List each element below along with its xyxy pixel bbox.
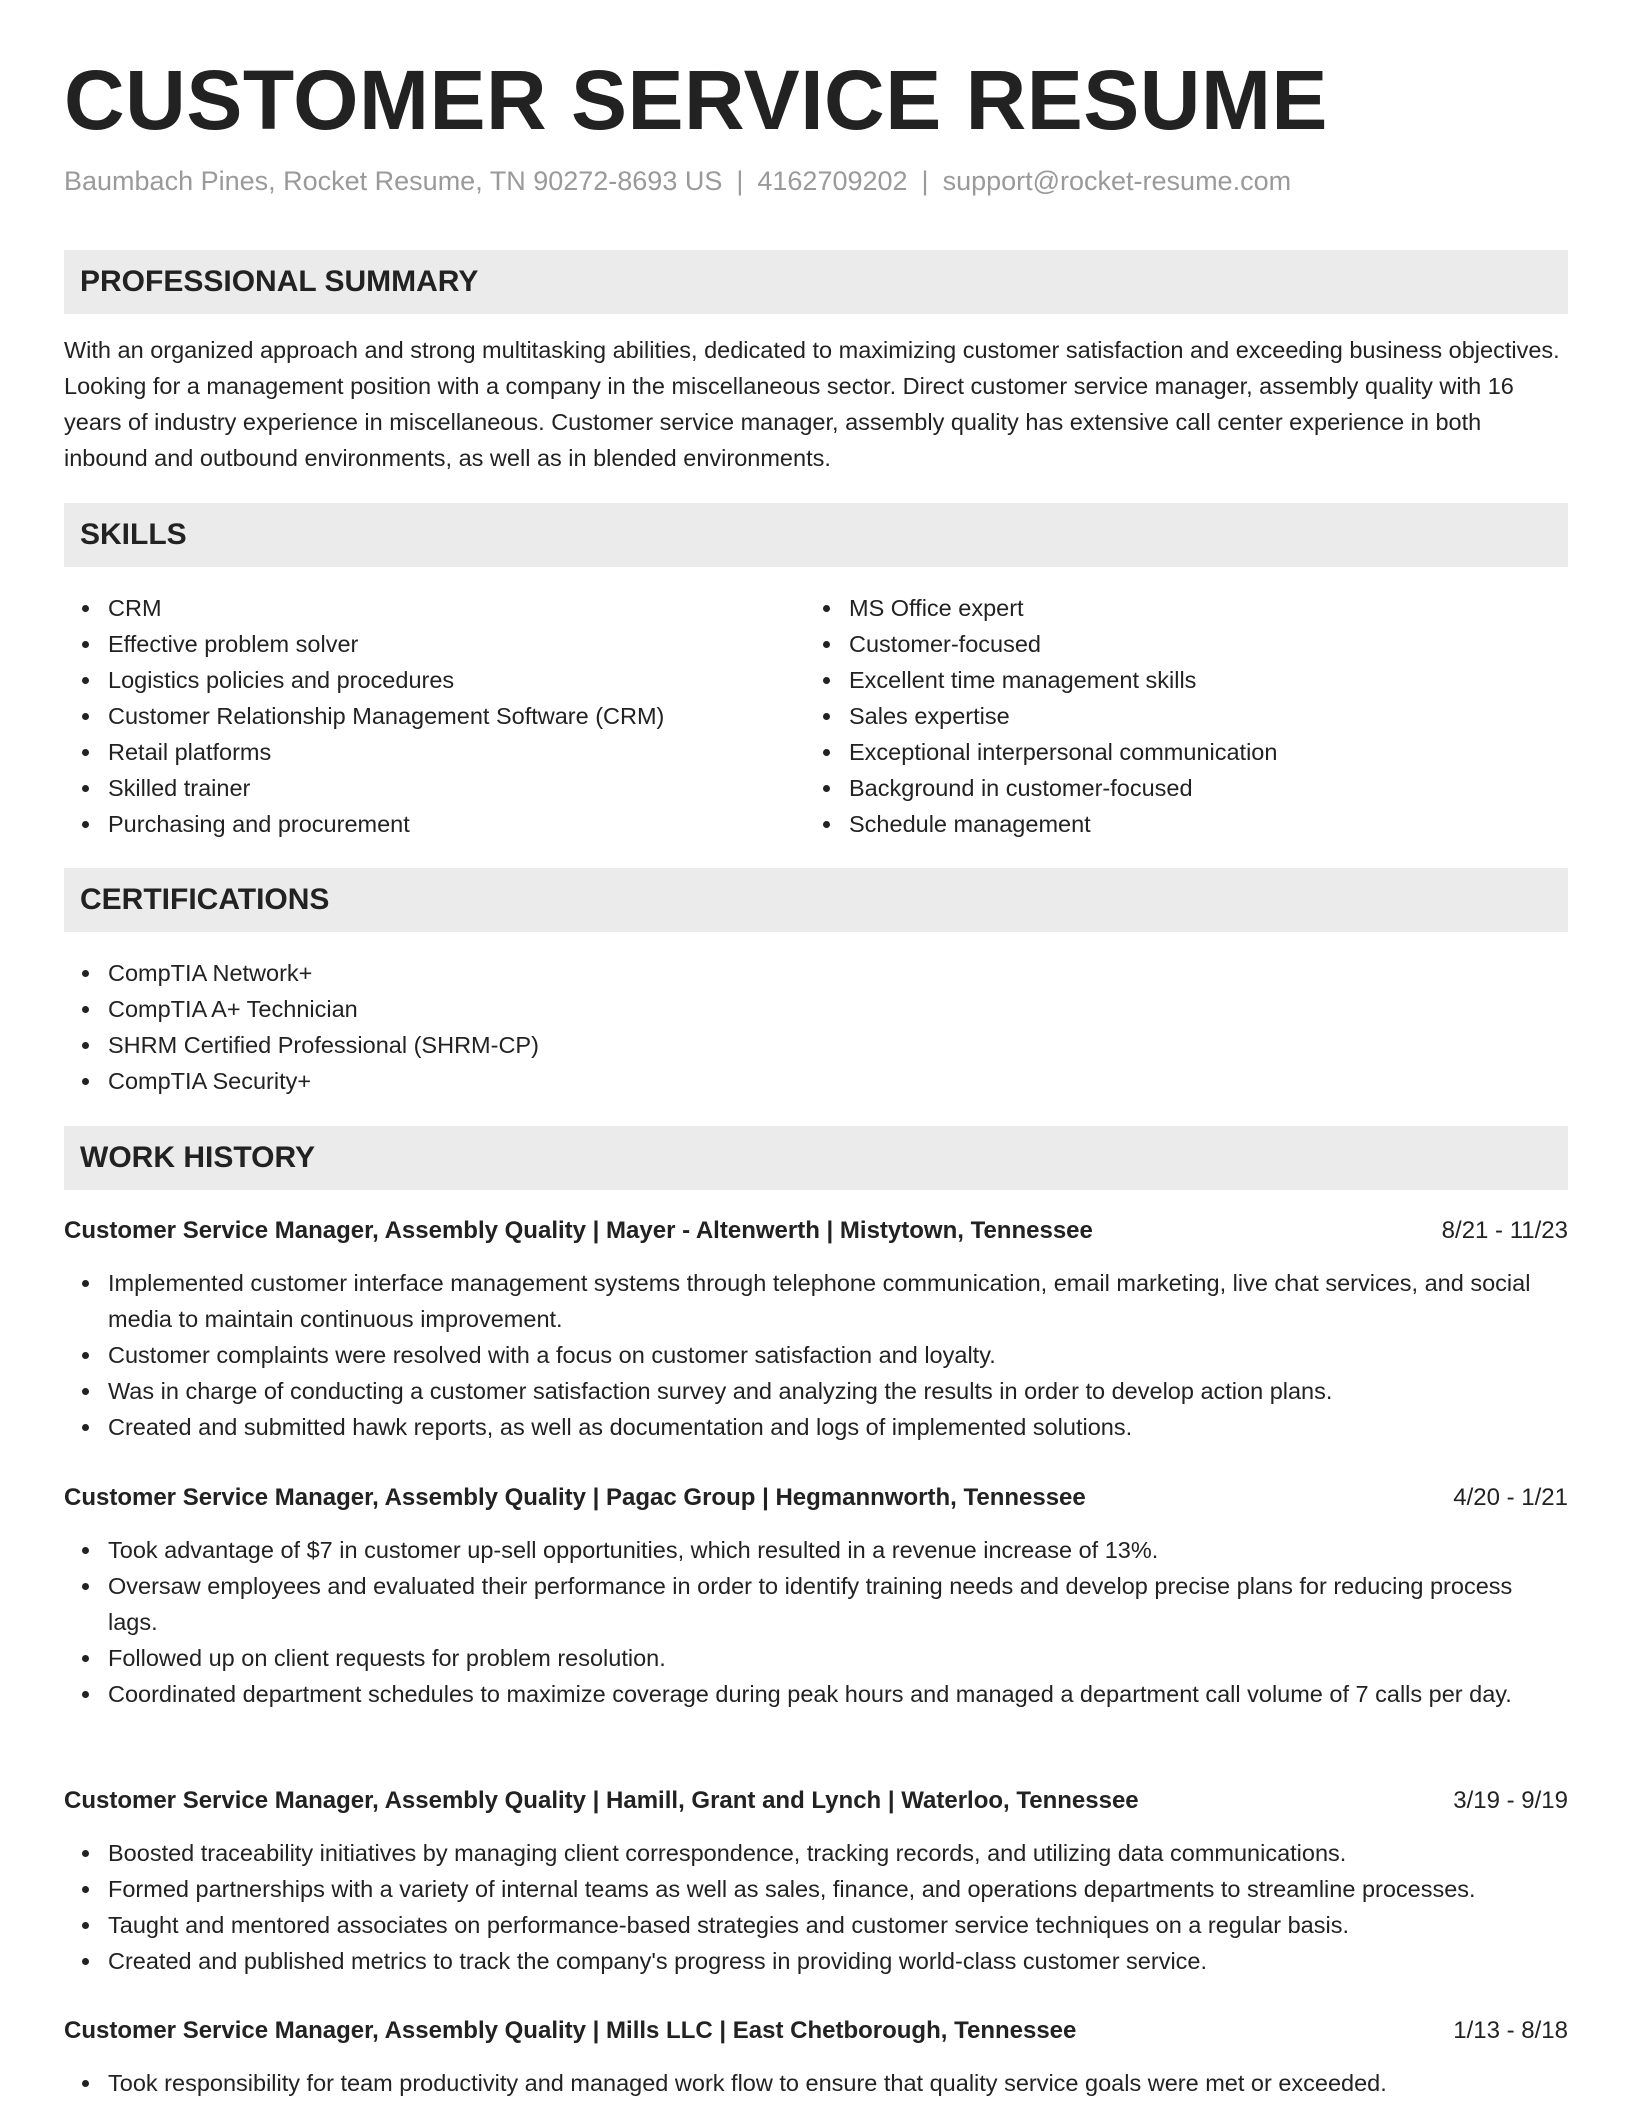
contact-separator: | <box>921 166 929 196</box>
job-bullets <box>64 1532 1568 1712</box>
section-header-work-history: WORK HISTORY <box>64 1126 1568 1190</box>
job-bullet: Oversaw employees and evaluated their performance in order to identify training needs and develop precise plans for reducing process lags. <box>64 1568 1568 1640</box>
job-bullet: Followed up on client requests for problem resolution. <box>64 1640 1568 1676</box>
summary-text: With an organized approach and strong multitasking abilities, dedicated to maximizing customer satisfaction and exceeding business objectives. Looking for a management position with a company in the miscellaneous sector. Direct customer service manager, assembly quality with 16 years of industry experience in miscellaneous. Customer service manager, assembly quality has extensive call center experience in both inbound and outbound environments, as well as in blended environments. <box>64 337 1560 471</box>
certification-item: CompTIA Security+ <box>64 1063 1568 1099</box>
job-dates: 1/13 - 8/18 <box>1453 2017 1568 2044</box>
job-entry <box>64 1213 1568 1445</box>
job-bullet: Took advantage of $7 in customer up-sell opportunities, which resulted in a revenue increase of 13%. <box>64 1532 1568 1568</box>
job-title: Customer Service Manager, Assembly Quality | Mayer - Altenwerth | Mistytown, Tennessee <box>64 1217 1093 1244</box>
job-bullet: Was in charge of conducting a customer satisfaction survey and analyzing the results in order to develop action plans. <box>64 1373 1568 1409</box>
job-bullets <box>64 1265 1568 1445</box>
skills-list-left <box>64 590 804 842</box>
certification-item: SHRM Certified Professional (SHRM-CP) <box>64 1027 1568 1063</box>
job-bullet: Took responsibility for team productivity and managed work flow to ensure that quality service goals were met or exceeded. <box>64 2065 1568 2101</box>
job-entry <box>64 2013 1568 2101</box>
section-header-certifications: CERTIFICATIONS <box>64 868 1568 932</box>
job-bullet: Boosted traceability initiatives by managing client correspondence, tracking records, and utilizing data communications. <box>64 1835 1568 1871</box>
skill-item: Retail platforms <box>64 734 804 770</box>
job-header <box>64 1783 1568 1819</box>
job-dates: 8/21 - 11/23 <box>1441 1217 1568 1244</box>
job-entry <box>64 1480 1568 1712</box>
contact-phone: 4162709202 <box>757 166 908 196</box>
skill-item: Customer-focused <box>805 626 1545 662</box>
contact-email: support@rocket-resume.com <box>942 166 1292 196</box>
job-bullet: Customer complaints were resolved with a focus on customer satisfaction and loyalty. <box>64 1337 1568 1373</box>
job-entry <box>64 1783 1568 1979</box>
job-bullets <box>64 2065 1568 2101</box>
section-header-skills: SKILLS <box>64 503 1568 567</box>
job-bullet: Created and published metrics to track the company's progress in providing world-class customer service. <box>64 1943 1568 1979</box>
job-dates: 3/19 - 9/19 <box>1453 1787 1568 1814</box>
skill-item: Effective problem solver <box>64 626 804 662</box>
contact-address: Baumbach Pines, Rocket Resume, TN 90272-8693 US <box>64 166 723 196</box>
skill-item: Exceptional interpersonal communication <box>805 734 1545 770</box>
resume-title: CUSTOMER SERVICE RESUME <box>64 53 1328 147</box>
skill-item: Logistics policies and procedures <box>64 662 804 698</box>
job-header <box>64 1480 1568 1516</box>
contact-line <box>64 166 1291 197</box>
skill-item: Skilled trainer <box>64 770 804 806</box>
skill-item: Background in customer-focused <box>805 770 1545 806</box>
job-bullet: Coordinated department schedules to maximize coverage during peak hours and managed a department call volume of 7 calls per day. <box>64 1676 1568 1712</box>
job-title: Customer Service Manager, Assembly Quality | Pagac Group | Hegmannworth, Tennessee <box>64 1484 1086 1511</box>
skill-item: Customer Relationship Management Software (CRM) <box>64 698 804 734</box>
job-bullets <box>64 1835 1568 1979</box>
job-title: Customer Service Manager, Assembly Quality | Hamill, Grant and Lynch | Waterloo, Tennessee <box>64 1787 1139 1814</box>
job-header <box>64 1213 1568 1249</box>
job-title: Customer Service Manager, Assembly Quality | Mills LLC | East Chetborough, Tennessee <box>64 2017 1077 2044</box>
skill-item: Excellent time management skills <box>805 662 1545 698</box>
skill-item: Purchasing and procurement <box>64 806 804 842</box>
skill-item: CRM <box>64 590 804 626</box>
job-bullet: Created and submitted hawk reports, as well as documentation and logs of implemented solutions. <box>64 1409 1568 1445</box>
skill-item: Schedule management <box>805 806 1545 842</box>
job-dates: 4/20 - 1/21 <box>1453 1484 1568 1511</box>
certification-item: CompTIA A+ Technician <box>64 991 1568 1027</box>
skills-list-right <box>805 590 1545 842</box>
contact-separator: | <box>736 166 744 196</box>
skill-item: MS Office expert <box>805 590 1545 626</box>
certifications-list <box>64 955 1568 1099</box>
job-header <box>64 2013 1568 2049</box>
certification-item: CompTIA Network+ <box>64 955 1568 991</box>
job-bullet: Formed partnerships with a variety of internal teams as well as sales, finance, and operations departments to streamline processes. <box>64 1871 1568 1907</box>
job-bullet: Taught and mentored associates on performance-based strategies and customer service techniques on a regular basis. <box>64 1907 1568 1943</box>
job-bullet: Implemented customer interface management systems through telephone communication, email marketing, live chat services, and social media to maintain continuous improvement. <box>64 1265 1568 1337</box>
skill-item: Sales expertise <box>805 698 1545 734</box>
section-header-professional-summary: PROFESSIONAL SUMMARY <box>64 250 1568 314</box>
